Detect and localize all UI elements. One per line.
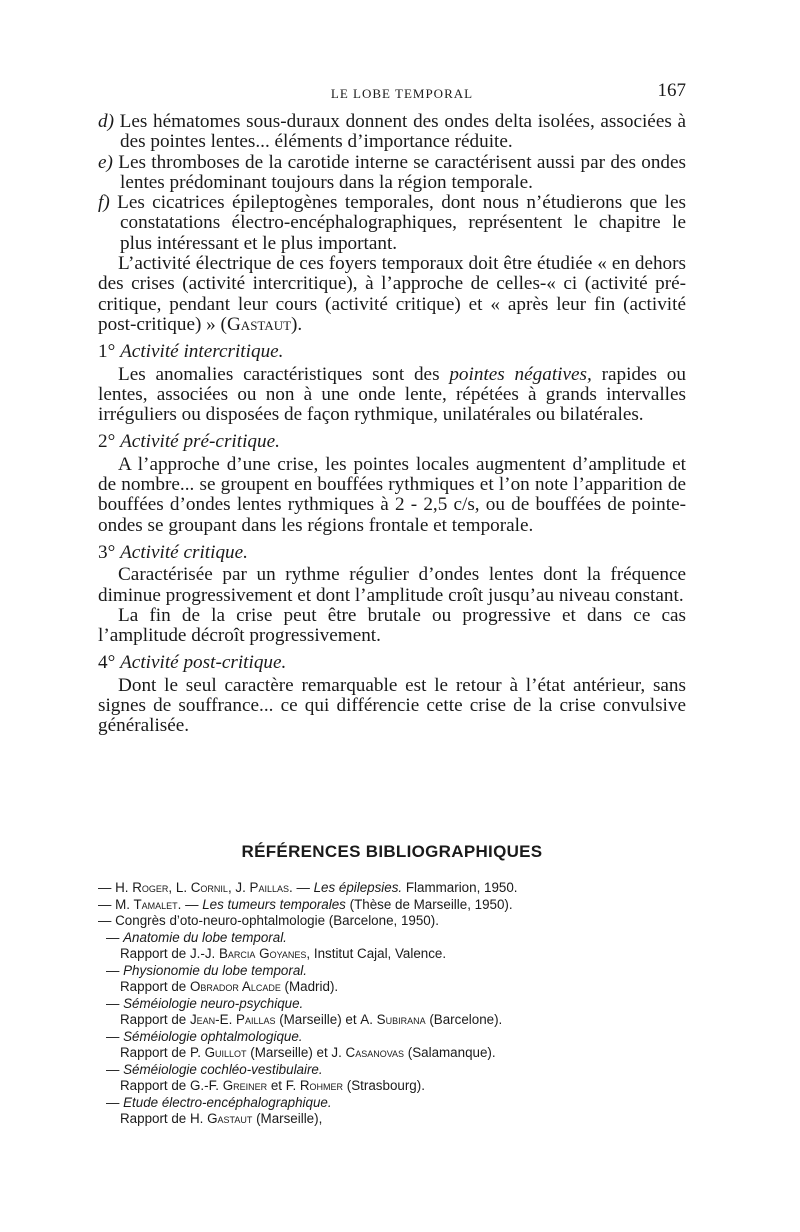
item-label: f) [98, 192, 110, 214]
reference-entry [98, 880, 686, 897]
para-text: A l’approche d’une crise, les pointes locales augmentent d’amplitude et de nombre... se groupent en bouffées rythmiques et l’on note l’apparition de bouffées d’ondes lentes rythmiques à 2 - 2,5 c/s, ou de bouffées de pointe-ondes se groupant dans les régions frontale et temporale. [98, 453, 686, 536]
ref-text: (Strasbourg). [343, 1078, 425, 1093]
ref-dash: — [106, 1094, 120, 1110]
ref-title: Les tumeurs temporales [202, 896, 346, 912]
ref-title: Les épilepsies. [313, 880, 403, 895]
ref-title: Séméiologie ophtalmologique. [123, 1028, 303, 1044]
references-list [98, 880, 686, 1128]
ref-text: (Marseille), [252, 1111, 323, 1126]
sub-reference-title [98, 1095, 686, 1112]
ref-dash: — [98, 880, 112, 895]
section-heading-3 [98, 543, 686, 563]
ref-author: Jean-E. Paillas [189, 1012, 276, 1027]
ref-sep: , [227, 880, 236, 895]
sub-reference-title [98, 996, 686, 1013]
section-title: Activité post-critique. [120, 652, 287, 674]
references-title: RÉFÉRENCES BIBLIOGRAPHIQUES [241, 842, 543, 861]
page-header [118, 80, 686, 104]
section-number: 3° [98, 541, 116, 563]
sub-reference-title [98, 1062, 686, 1079]
para-emphasis: pointes négatives, [449, 363, 592, 385]
section-title: Activité intercritique. [120, 341, 284, 363]
running-title: LE LOBE TEMPORAL [330, 86, 474, 101]
section-2-paragraph [98, 455, 686, 536]
ref-text: (Marseille) et [246, 1045, 332, 1060]
ref-text: (Barcelone). [425, 1012, 503, 1027]
sub-reference-report [98, 1078, 686, 1095]
intro-end: ). [291, 313, 303, 335]
ref-text: Rapport de [120, 1045, 190, 1060]
item-label: d) [98, 111, 114, 132]
ref-text: Rapport de [120, 946, 190, 961]
sub-reference-report [98, 1111, 686, 1128]
item-e [98, 153, 686, 194]
ref-rest: (Thèse de Marseille, 1950). [345, 896, 513, 912]
ref-author: J.-J. Barcia Goyanes [189, 946, 307, 961]
ref-dash: — [106, 995, 120, 1011]
ref-author: A. Subirana [360, 1012, 426, 1027]
item-d [98, 112, 686, 153]
ref-dash: — [98, 896, 112, 912]
sub-reference-title [98, 1029, 686, 1046]
ref-text: et [267, 1078, 286, 1093]
ref-title: Anatomie du lobe temporal. [123, 929, 287, 945]
intro-text: L’activité électrique de ces foyers temporaux doit être étudiée « en dehors des crises (activité intercritique), à l’approche de celles-« ci (activité pré-critique, pendant leur cours (activité critique) et « après leur fin (activité post-critique) » ( [98, 253, 686, 335]
section-title: Activité critique. [120, 541, 248, 563]
ref-author: Obrador Alcade [189, 979, 281, 994]
ref-sep: . — [177, 896, 203, 912]
reference-entry [98, 897, 686, 914]
intro-paragraph [98, 254, 686, 335]
section-number: 4° [98, 652, 116, 674]
sub-reference-report [98, 979, 686, 996]
ref-author: J. Paillas [235, 880, 289, 895]
item-text: Les hématomes sous-duraux donnent des ondes delta isolées, associées à des pointes lentes... éléments d’importance réduite. [119, 111, 686, 153]
section-number: 2° [98, 431, 116, 453]
item-text: Les thromboses de la carotide interne se caractérisent aussi par des ondes lentes prédominant toujours dans la région temporale. [118, 151, 687, 193]
ref-title: Séméiologie cochléo-vestibulaire. [123, 1061, 323, 1077]
para-text: Caractérisée par un rythme régulier d’ondes lentes dont la fréquence diminue progressivement et dont l’amplitude croît jusqu’au niveau constant. [98, 564, 686, 606]
body-text [98, 112, 686, 737]
ref-title: Séméiologie neuro-psychique. [123, 995, 304, 1011]
ref-author: M. Tamalet [115, 896, 178, 912]
ref-rest: Flammarion, 1950. [402, 880, 518, 895]
ref-dash: — [106, 929, 120, 945]
item-text: Les cicatrices épileptogènes temporales, dont nous n’étudierons que les constatations électro-encéphalographiques, représentent le chapitre le plus intéressant et le plus important. [117, 192, 686, 254]
para-text-cont: rapides ou lentes, associées ou non à une onde lente, répétées à grands intervalles irréguliers ou disposées de façon rythmique, unilatérales ou bilatérales. [98, 363, 686, 426]
sub-reference-report [98, 1045, 686, 1062]
ref-text: (Salamanque). [404, 1045, 496, 1060]
ref-text: Rapport de [120, 1078, 190, 1093]
ref-text: , Institut Cajal, Valence. [306, 946, 447, 961]
ref-dash: — [106, 1061, 120, 1077]
ref-title: Physionomie du lobe temporal. [123, 962, 307, 978]
sub-reference-report [98, 1012, 686, 1029]
section-heading-4 [98, 653, 686, 673]
section-heading-1 [98, 342, 686, 362]
reference-entry [98, 913, 686, 930]
section-title: Activité pré-critique. [120, 431, 280, 453]
ref-sep: . — [289, 880, 314, 895]
sub-reference-report [98, 946, 686, 963]
ref-title: Etude électro-encéphalographique. [123, 1094, 332, 1110]
ref-sep: , [168, 880, 176, 895]
page-number: 167 [657, 80, 686, 101]
ref-dash: — [98, 913, 112, 928]
ref-text: Rapport de [120, 979, 190, 994]
ref-author: F. Rohmer [285, 1078, 344, 1093]
ref-text: Rapport de [120, 1111, 190, 1126]
ref-dash: — [106, 1028, 120, 1044]
ref-text: (Madrid). [280, 979, 339, 994]
section-number: 1° [98, 341, 116, 363]
section-3-paragraph-2 [98, 606, 686, 647]
ref-author: P. Guillot [189, 1045, 247, 1060]
author-gastaut: Gastaut [226, 313, 292, 335]
section-1-paragraph [98, 365, 686, 426]
ref-text: Congrès d’oto-neuro-ophtalmologie (Barcelone, 1950). [115, 913, 439, 928]
item-f [98, 193, 686, 254]
sub-reference-title [98, 930, 686, 947]
para-text: Les anomalies caractéristiques sont des [118, 363, 450, 385]
ref-author: H. Gastaut [189, 1111, 253, 1126]
item-label: e) [98, 151, 113, 173]
ref-author: J. Casanovas [331, 1045, 405, 1060]
ref-author: G.-F. Greiner [189, 1078, 268, 1093]
section-3-paragraph-1 [98, 565, 686, 606]
section-4-paragraph [98, 676, 686, 737]
sub-reference-title [98, 963, 686, 980]
ref-author: L. Cornil [175, 880, 228, 895]
para-text: La fin de la crise peut être brutale ou progressive et dans ce cas l’amplitude décroît progressivement. [98, 604, 686, 647]
ref-dash: — [106, 962, 120, 978]
ref-author: H. Roger [115, 880, 169, 895]
section-heading-2 [98, 432, 686, 452]
para-text: Dont le seul caractère remarquable est le retour à l’état antérieur, sans signes de souffrance... ce qui différencie cette crise de la crise convulsive généralisée. [98, 674, 686, 737]
ref-text: Rapport de [120, 1012, 190, 1027]
ref-text: (Marseille) et [275, 1012, 361, 1027]
